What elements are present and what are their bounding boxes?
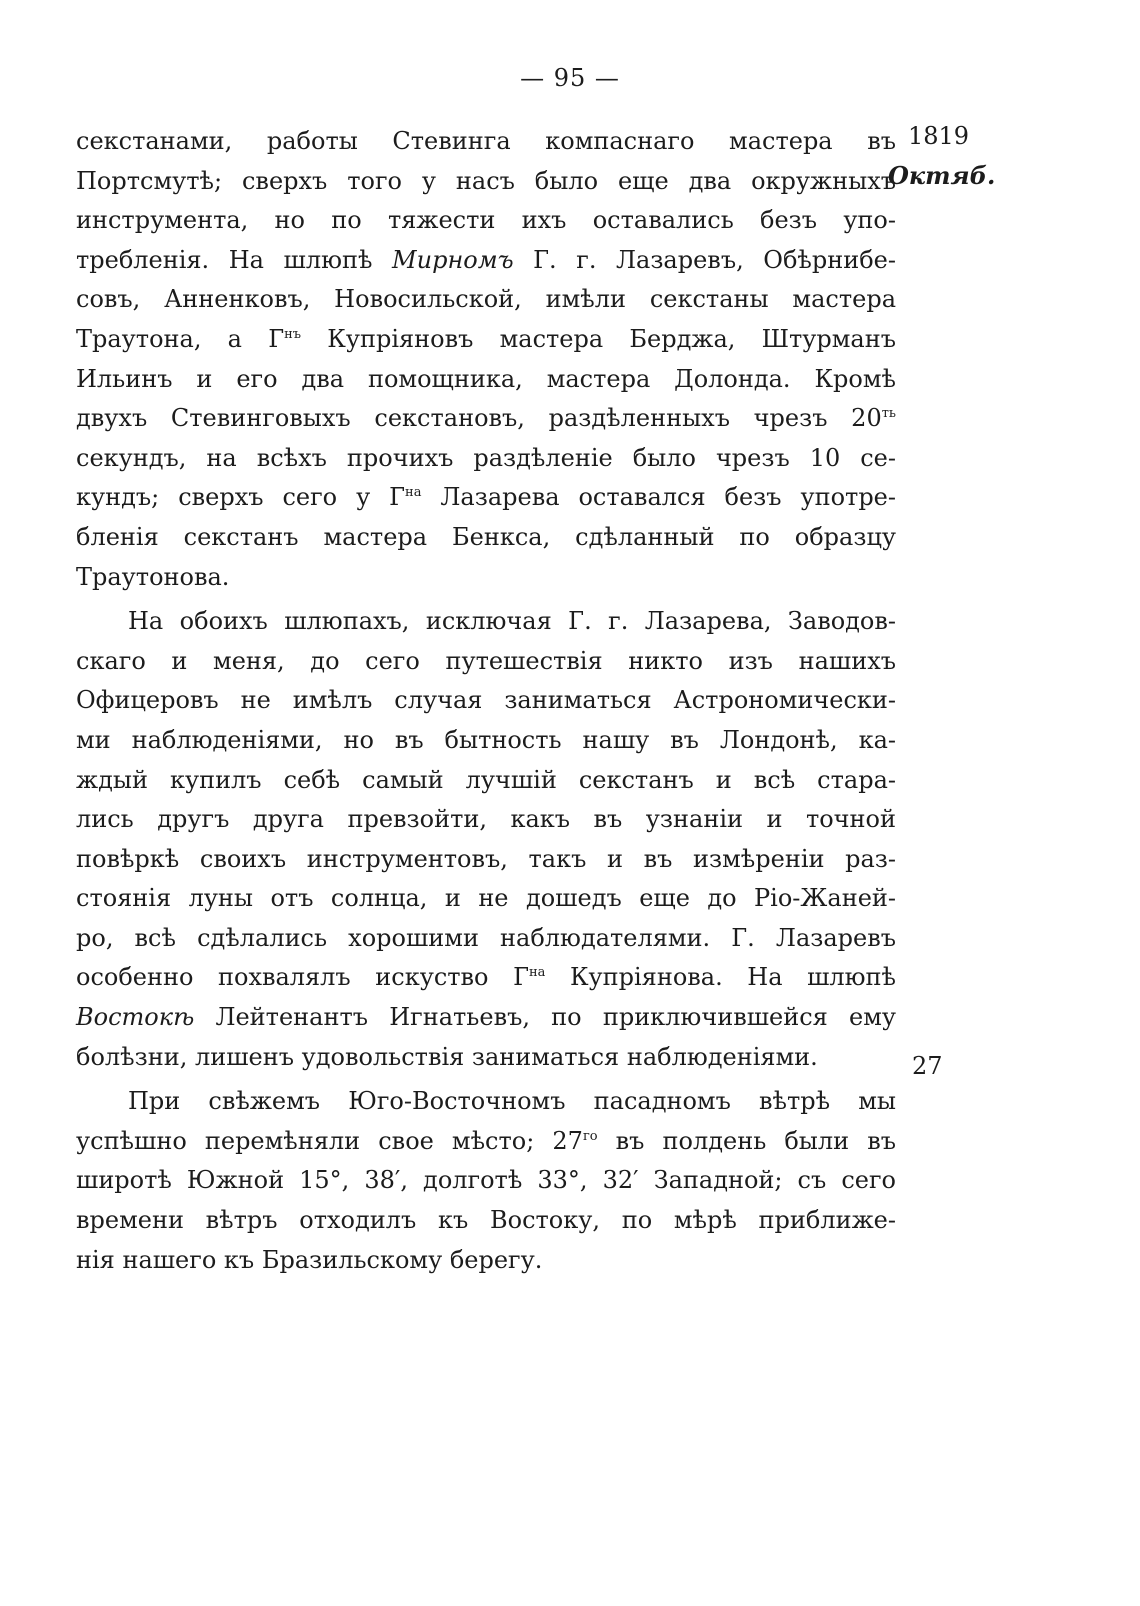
body-text <box>76 122 896 1280</box>
text-line: двухъ Стевинговыхъ секстановъ, раздѣленныхъ чрезъ $20^{ть}$ <box>76 404 896 433</box>
margin-month: Октяб. <box>888 161 996 190</box>
text-line: секундъ, на всѣхъ прочихъ раздѣленіе было чрезъ 10 се- <box>76 443 896 472</box>
text-line: На обоихъ шлюпахъ, исключая Г. г. Лазарева, Заводов- <box>128 607 896 636</box>
text-line: ми наблюденіями, но въ бытность нашу въ Лондонѣ, ка- <box>76 725 896 754</box>
text-line: Востокѣ Лейтенантъ Игнатьевъ, по приключившейся ему <box>76 1003 896 1032</box>
text-line: инструмента, но по тяжести ихъ оставались безъ упо- <box>76 206 896 235</box>
text-line: времени вѣтръ отходилъ къ Востоку, по мѣрѣ приближе- <box>76 1206 896 1235</box>
text-line: Офицеровъ не имѣлъ случая заниматься Астрономически- <box>76 686 896 715</box>
text-line: скаго и меня, до сего путешествія никто изъ нашихъ <box>76 646 896 675</box>
text-line: стоянія луны отъ солнца, и не дошедъ еще до Ріо-Жаней- <box>76 884 896 913</box>
text-line: ро, всѣ сдѣлались хорошими наблюдателями. Г. Лазаревъ <box>76 923 896 952</box>
text-line: лись другъ друга превзойти, какъ въ узнаніи и точной <box>76 805 896 834</box>
text-line: Траутона, а $Г^{нъ}$ Купріяновъ мастера Берджа, Штурманъ <box>76 324 896 353</box>
text-line: успѣшно перемѣняли свое мѣсто; $27^{го}$ въ полдень были въ <box>76 1126 896 1155</box>
text-line: ждый купилъ себѣ самый лучшій секстанъ и всѣ стара- <box>76 765 896 794</box>
text-line: широтѣ Южной 15°, 38′, долготѣ 33°, 32′ Западной; съ сего <box>76 1166 896 1195</box>
text-line: кундъ; сверхъ сего у $Г^{на}$ Лазарева оставался безъ употре- <box>76 483 896 512</box>
text-line: секстанами, работы Стевинга компаснаго мастера въ <box>76 127 896 155</box>
text-line: бленія секстанъ мастера Бенкса, сдѣланный по образцу <box>76 522 896 551</box>
text-line: особенно похвалялъ искуство $Г^{на}$ Купріянова. На шлюпѣ <box>76 963 897 992</box>
text-line: Портсмутѣ; сверхъ того у насъ было еще два окружныхъ <box>76 166 896 195</box>
text-line: При свѣжемъ Юго-Восточномъ пасадномъ вѣтрѣ мы <box>128 1087 896 1116</box>
text-line: совъ, Анненковъ, Новосильской, имѣли секстаны мастера <box>76 285 896 314</box>
paragraph <box>76 602 896 1077</box>
page-number: — 95 — <box>520 64 620 92</box>
text-line: болѣзни, лишенъ удовольствія заниматься наблюденіями. <box>76 1042 818 1071</box>
text-line: повѣркѣ своихъ инструментовъ, такъ и въ измѣреніи раз- <box>76 844 896 873</box>
text-line: Траутонова. <box>76 562 230 591</box>
paragraph <box>76 1082 896 1280</box>
text-line: требленія. На шлюпѣ Мирномъ Г. г. Лазаревъ, Обѣрнибе- <box>76 245 896 274</box>
paragraph <box>76 122 896 597</box>
text-line: нія нашего къ Бразильскому берегу. <box>76 1245 543 1274</box>
margin-day: 27 <box>912 1052 943 1080</box>
margin-year: 1819 <box>908 122 970 150</box>
text-line: Ильинъ и его два помощника, мастера Долонда. Кромѣ <box>76 364 896 393</box>
